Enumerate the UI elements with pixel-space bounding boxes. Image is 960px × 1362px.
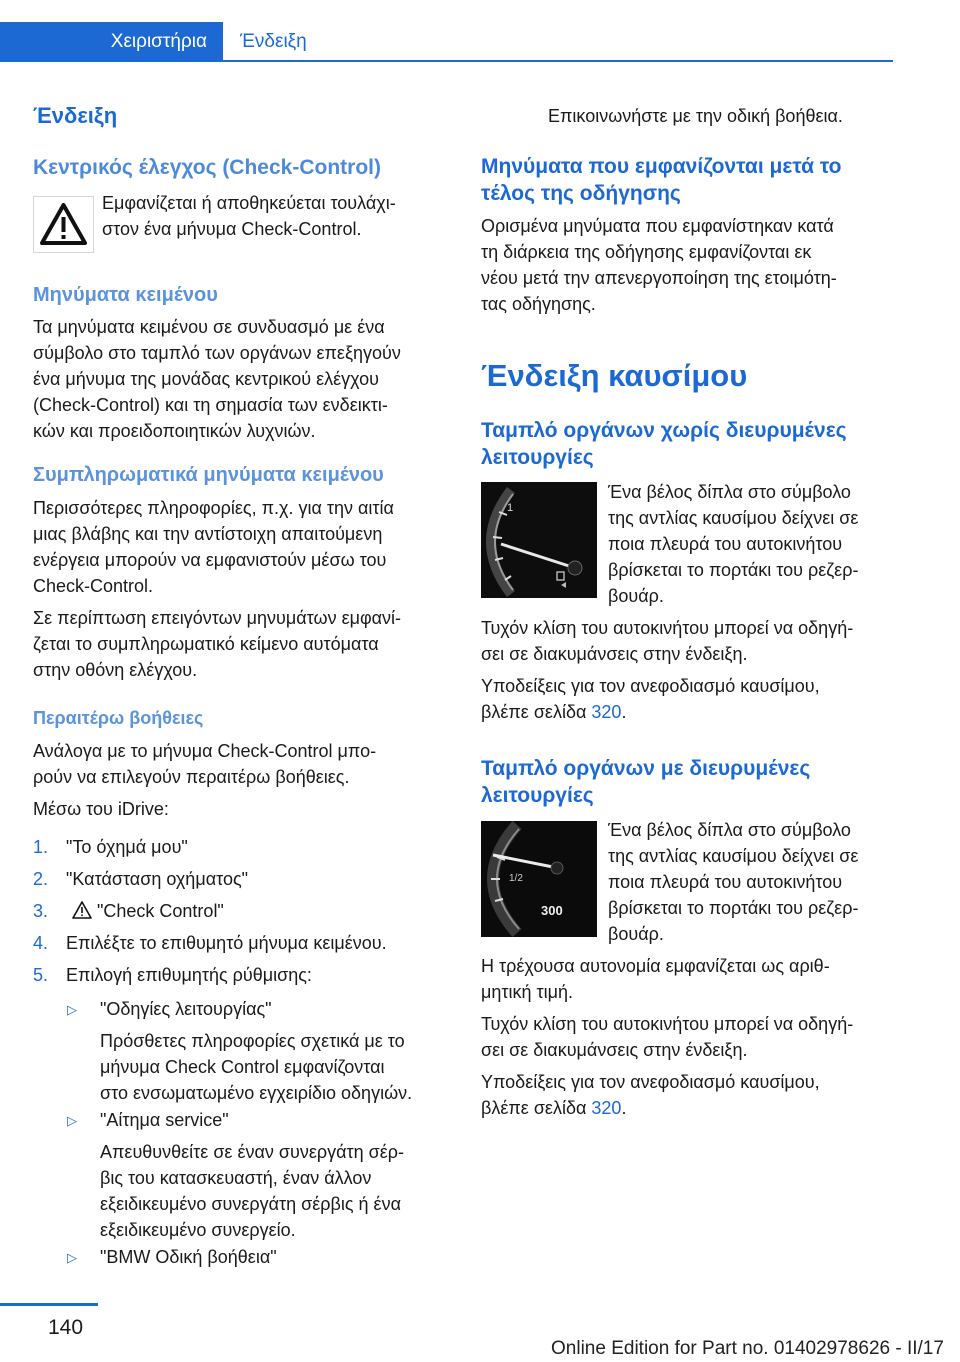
tilt-line: Τυχόν κλίση του αυτοκινήτου μπορεί να οδηγή- [481, 1014, 854, 1034]
arrow-explanation-line: Ένα βέλος δίπλα στο σύμβολο [608, 482, 851, 502]
option-line: εξειδικευμένο συνεργάτη σέρβις ή ένα [100, 1194, 401, 1214]
warning-triangle-small-icon [71, 900, 93, 920]
tilt-line: Τυχόν κλίση του αυτοκινήτου μπορεί να οδηγή- [481, 618, 854, 638]
bullet-triangle-icon: ▷ [67, 1250, 77, 1265]
page-section-title: Ένδειξη [33, 103, 118, 128]
step-text: Επιλογή επιθυμητής ρύθμισης: [66, 965, 312, 985]
refuel-prefix: βλέπε σελίδα [481, 702, 592, 722]
page-link-320[interactable]: 320 [591, 702, 622, 722]
after-drive-heading-line: Μηνύματα που εμφανίζονται μετά το [481, 155, 842, 178]
refuel-ref-line [481, 699, 626, 725]
option-title-service: "Αίτημα service" [100, 1110, 229, 1130]
supplementary-line: στην οθόνη ελέγχου. [33, 660, 198, 680]
arrow-explanation-line: της αντλίας καυσίμου δείχνει σε [608, 846, 859, 866]
tab-controls[interactable]: Χειριστήρια [0, 22, 223, 62]
step-number: 5. [33, 965, 49, 985]
fuel-gauge-half-label: 1/2 [509, 873, 523, 884]
arrow-explanation-line: βρίσκεται το πορτάκι του ρεζερ- [608, 898, 859, 918]
page-number: 140 [48, 1316, 84, 1339]
arrow-explanation-line: Ένα βέλος δίπλα στο σύμβολο [608, 820, 851, 840]
no-extended-heading-line: Ταμπλό οργάνων χωρίς διευρυμένες [481, 419, 847, 442]
refuel-ref-line [481, 1095, 626, 1121]
step-text: Επιλέξτε το επιθυμητό μήνυμα κειμένου. [66, 933, 387, 953]
fuel-gauge-photo-extended [481, 821, 597, 937]
option-line: Απευθυνθείτε σε έναν συνεργάτη σέρ- [100, 1142, 404, 1162]
text-messages-line: κών και προειδοποιητικών λυχνιών. [33, 421, 316, 441]
fuel-gauge-photo-basic [481, 482, 597, 598]
no-extended-heading-line: λειτουργίες [481, 446, 594, 469]
fuel-range-readout: 300 [541, 903, 563, 918]
tilt-line: σει σε διακυμάνσεις στην ένδειξη. [481, 1040, 748, 1060]
bullet-triangle-icon: ▷ [67, 1113, 77, 1128]
extended-heading-line: Ταμπλό οργάνων με διευρυμένες [481, 757, 811, 780]
after-drive-heading-line: τέλος της οδήγησης [481, 182, 681, 205]
step-number: 2. [33, 869, 49, 889]
supplementary-line: μιας βλάβης και την αντίστοιχη απαιτούμενη [33, 524, 383, 544]
supplementary-line: ζεται το συμπληρωματικό κείμενο αυτόματα [33, 634, 379, 654]
step-number: 1. [33, 837, 49, 857]
supplementary-line: Περισσότερες πληροφορίες, π.χ. για την αιτία [33, 498, 394, 518]
header-tabs [0, 22, 893, 62]
fuel-gauge-basic-icon [481, 482, 597, 598]
via-idrive-label: Μέσω του iDrive: [33, 799, 169, 819]
page-number-rule [0, 1303, 98, 1306]
option-line: στο ενσωματωμένο εγχειρίδιο οδηγιών. [100, 1083, 413, 1103]
option-line: εξειδικευμένο συνεργείο. [100, 1220, 296, 1240]
option-line: μήνυμα Check Control εμφανίζονται [100, 1057, 385, 1077]
after-drive-line: τη διάρκεια της οδήγησης εμφανίζονται εκ [481, 242, 812, 262]
option-line: Πρόσθετες πληροφορίες σχετικά με το [100, 1031, 405, 1051]
text-messages-line: Τα μηνύματα κειμένου σε συνδυασμό με ένα [33, 317, 385, 337]
page-link-320[interactable]: 320 [591, 1098, 622, 1118]
fuel-gauge-extended-icon [481, 821, 597, 937]
refuel-suffix: . [621, 702, 627, 722]
option-line: βις του κατασκευαστή, έναν άλλον [100, 1168, 372, 1188]
step-text: "Κατάσταση οχήματος" [66, 869, 249, 889]
step-number: 3. [33, 901, 49, 921]
tab-display[interactable]: Ένδειξη [240, 31, 307, 52]
fuel-gauge-title: Ένδειξη καυσίμου [481, 358, 748, 393]
arrow-explanation-line: βουάρ. [608, 586, 664, 606]
text-messages-heading: Μηνύματα κειμένου [33, 284, 218, 306]
refuel-prefix: βλέπε σελίδα [481, 1098, 592, 1118]
step-text: "Το όχημά μου" [66, 837, 188, 857]
bullet-triangle-icon: ▷ [67, 1002, 77, 1017]
further-help-line: ρούν να επιλεγούν περαιτέρω βοήθειες. [33, 767, 350, 787]
text-messages-line: σύμβολο στο ταμπλό των οργάνων επεξηγούν [33, 343, 401, 363]
further-help-heading: Περαιτέρω βοήθειες [33, 708, 204, 728]
range-line: Η τρέχουσα αυτονομία εμφανίζεται ως αριθ- [481, 956, 830, 976]
supplementary-heading: Συμπληρωματικά μηνύματα κειμένου [33, 464, 384, 486]
arrow-explanation-line: ποια πλευρά του αυτοκινήτου [608, 872, 843, 892]
text-messages-line: ένα μήνυμα της μονάδας κεντρικού ελέγχου [33, 369, 379, 389]
refuel-line: Υποδείξεις για τον ανεφοδιασμό καυσίμου, [481, 1072, 820, 1092]
tab-rule [223, 60, 893, 62]
step-text: "Check Control" [97, 901, 224, 921]
fuel-gauge-tick-label: 1 [507, 502, 514, 514]
refuel-suffix: . [621, 1098, 627, 1118]
supplementary-line: Check-Control. [33, 576, 154, 596]
option-title-instructions: "Οδηγίες λειτουργίας" [100, 999, 272, 1019]
arrow-explanation-line: βρίσκεται το πορτάκι του ρεζερ- [608, 560, 859, 580]
supplementary-line: ενέργεια μπορούν να εμφανιστούν μέσω του [33, 550, 387, 570]
further-help-line: Ανάλογα με το μήνυμα Check-Control μπο- [33, 741, 377, 761]
after-drive-line: νέου μετά την απενεργοποίηση της ετοιμότη- [481, 268, 837, 288]
arrow-explanation-line: βουάρ. [608, 924, 664, 944]
text-messages-line: (Check-Control) και τη σημασία των ενδεικτι- [33, 395, 388, 415]
check-control-line-2: στον ένα μήνυμα Check-Control. [102, 219, 362, 239]
warning-symbol-box [33, 196, 94, 253]
after-drive-line: τας οδήγησης. [481, 294, 596, 314]
range-line: μητική τιμή. [481, 982, 573, 1002]
tilt-line: σει σε διακυμάνσεις στην ένδειξη. [481, 644, 748, 664]
arrow-explanation-line: της αντλίας καυσίμου δείχνει σε [608, 508, 859, 528]
arrow-explanation-line: ποια πλευρά του αυτοκινήτου [608, 534, 843, 554]
option-title-roadside: "BMW Οδική βοήθεια" [100, 1247, 277, 1267]
check-control-heading: Κεντρικός έλεγχος (Check-Control) [33, 156, 381, 179]
contact-roadside-line: Επικοινωνήστε με την οδική βοήθεια. [548, 106, 843, 126]
refuel-line: Υποδείξεις για τον ανεφοδιασμό καυσίμου, [481, 676, 820, 696]
supplementary-line: Σε περίπτωση επειγόντων μηνυμάτων εμφανί- [33, 608, 402, 628]
step-number: 4. [33, 933, 49, 953]
edition-footer: Online Edition for Part no. 01402978626 - II/17 [551, 1338, 944, 1359]
after-drive-line: Ορισμένα μηνύματα που εμφανίστηκαν κατά [481, 216, 834, 236]
check-control-line-1: Εμφανίζεται ή αποθηκεύεται τουλάχι- [102, 193, 396, 213]
warning-triangle-icon [34, 197, 93, 252]
extended-heading-line: λειτουργίες [481, 784, 594, 807]
